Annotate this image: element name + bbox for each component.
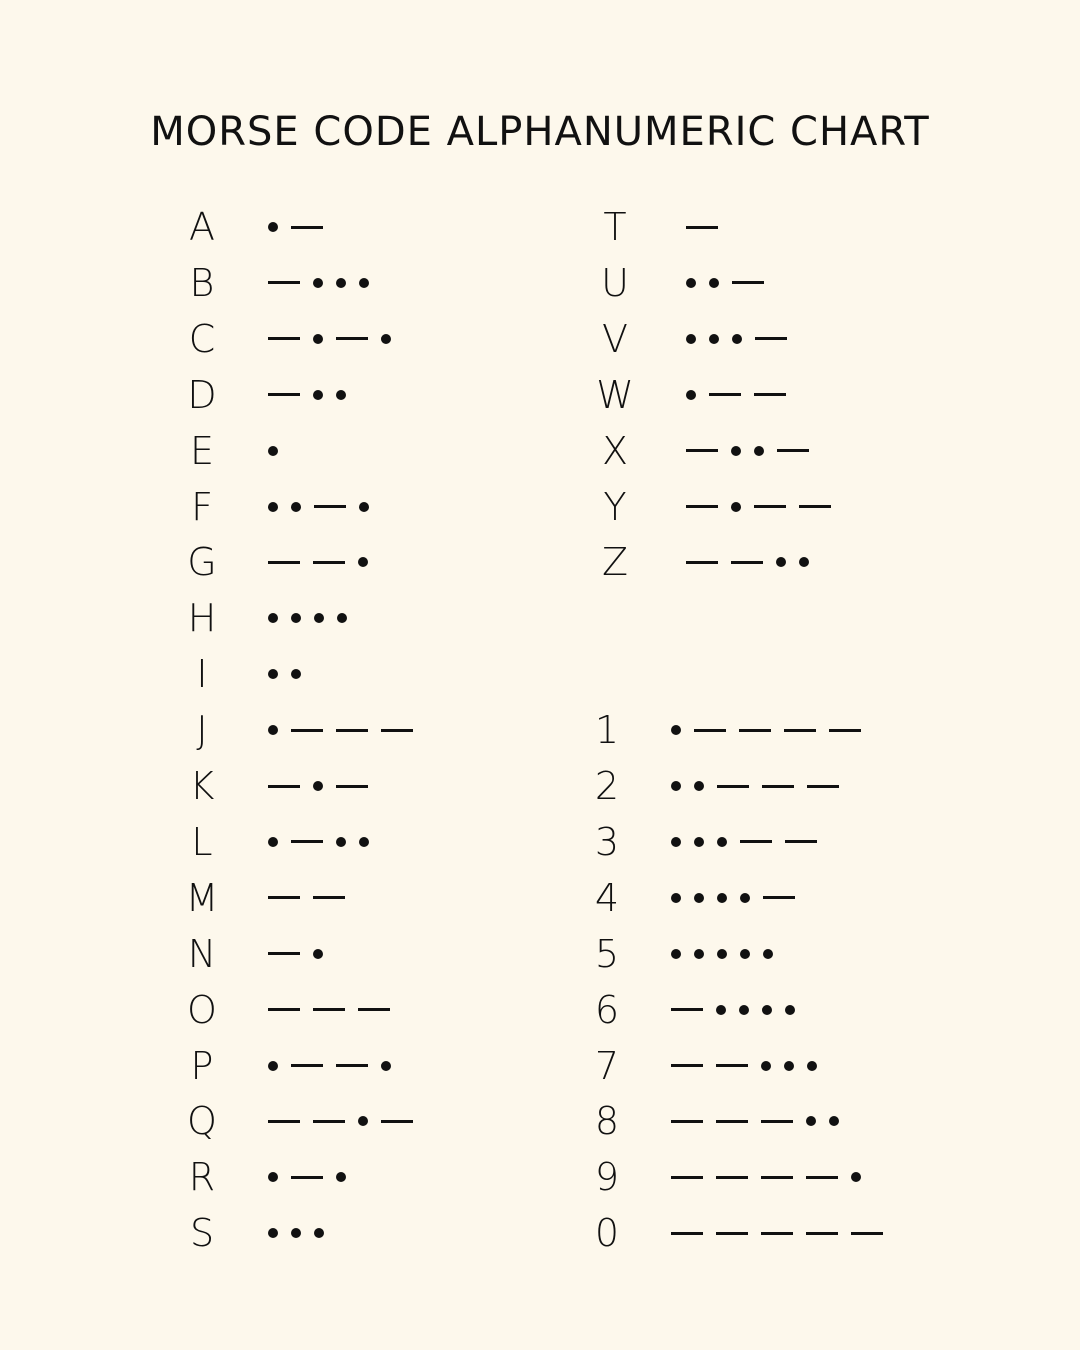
dash-symbol bbox=[716, 1232, 748, 1235]
dash-symbol bbox=[686, 226, 718, 229]
character-label: P bbox=[190, 1043, 214, 1088]
morse-code-sequence bbox=[268, 311, 391, 367]
dash-symbol bbox=[761, 1232, 793, 1235]
dash-symbol bbox=[755, 337, 787, 340]
dot-symbol bbox=[268, 446, 278, 456]
dash-symbol bbox=[291, 729, 323, 732]
dot-symbol bbox=[694, 781, 704, 791]
morse-code-sequence bbox=[671, 1093, 839, 1149]
dash-symbol bbox=[754, 393, 786, 396]
character-label: F bbox=[191, 484, 213, 529]
dash-symbol bbox=[291, 840, 323, 843]
dot-symbol bbox=[717, 893, 727, 903]
morse-code-sequence bbox=[686, 199, 718, 255]
dash-symbol bbox=[671, 1064, 703, 1067]
morse-code-sequence bbox=[268, 255, 369, 311]
character-label: B bbox=[189, 260, 215, 305]
character-label: C bbox=[188, 316, 216, 361]
dot-symbol bbox=[313, 334, 323, 344]
character-label: 9 bbox=[594, 1155, 620, 1200]
character-label: 0 bbox=[594, 1211, 620, 1256]
dot-symbol bbox=[731, 446, 741, 456]
morse-code-sequence bbox=[268, 479, 369, 535]
dash-symbol bbox=[762, 785, 794, 788]
dash-symbol bbox=[268, 281, 300, 284]
dash-symbol bbox=[777, 449, 809, 452]
dash-symbol bbox=[336, 337, 368, 340]
dot-symbol bbox=[268, 725, 278, 735]
dash-symbol bbox=[686, 449, 718, 452]
dash-symbol bbox=[806, 1176, 838, 1179]
dot-symbol bbox=[686, 334, 696, 344]
character-label: L bbox=[191, 819, 213, 864]
dot-symbol bbox=[336, 837, 346, 847]
dot-symbol bbox=[784, 1061, 794, 1071]
dash-symbol bbox=[785, 840, 817, 843]
dot-symbol bbox=[268, 837, 278, 847]
morse-code-sequence bbox=[671, 982, 795, 1038]
dash-symbol bbox=[671, 1120, 703, 1123]
morse-code-sequence bbox=[686, 255, 764, 311]
dot-symbol bbox=[313, 781, 323, 791]
dot-symbol bbox=[762, 1005, 772, 1015]
dot-symbol bbox=[709, 278, 719, 288]
dot-symbol bbox=[671, 725, 681, 735]
dot-symbol bbox=[314, 613, 324, 623]
morse-code-sequence bbox=[686, 479, 831, 535]
character-label: N bbox=[187, 931, 217, 976]
dot-symbol bbox=[761, 1061, 771, 1071]
dot-symbol bbox=[717, 837, 727, 847]
character-label: Z bbox=[601, 540, 629, 585]
morse-code-sequence bbox=[268, 367, 346, 423]
dash-symbol bbox=[313, 896, 345, 899]
morse-code-sequence bbox=[686, 423, 809, 479]
character-label: 2 bbox=[594, 764, 620, 808]
dash-symbol bbox=[268, 785, 300, 788]
morse-code-sequence bbox=[671, 926, 773, 982]
dash-symbol bbox=[709, 393, 741, 396]
dot-symbol bbox=[799, 557, 809, 567]
dash-symbol bbox=[740, 840, 772, 843]
morse-code-sequence bbox=[268, 758, 368, 814]
dash-symbol bbox=[358, 1008, 390, 1011]
dot-symbol bbox=[268, 1172, 278, 1182]
dot-symbol bbox=[785, 1005, 795, 1015]
dot-symbol bbox=[358, 1116, 368, 1126]
dot-symbol bbox=[686, 278, 696, 288]
dash-symbol bbox=[717, 785, 749, 788]
dot-symbol bbox=[336, 278, 346, 288]
character-label: R bbox=[188, 1155, 216, 1200]
dot-symbol bbox=[336, 1172, 346, 1182]
dot-symbol bbox=[336, 390, 346, 400]
morse-code-sequence bbox=[686, 534, 809, 590]
morse-code-sequence bbox=[671, 1205, 883, 1261]
dash-symbol bbox=[336, 729, 368, 732]
dot-symbol bbox=[337, 613, 347, 623]
dot-symbol bbox=[291, 502, 301, 512]
morse-code-sequence bbox=[268, 814, 369, 870]
dot-symbol bbox=[694, 893, 704, 903]
character-label: 1 bbox=[594, 708, 620, 753]
dash-symbol bbox=[336, 1064, 368, 1067]
dot-symbol bbox=[694, 837, 704, 847]
dash-symbol bbox=[268, 952, 300, 955]
dash-symbol bbox=[716, 1120, 748, 1123]
character-label: T bbox=[603, 205, 627, 249]
morse-code-sequence bbox=[268, 199, 323, 255]
dash-symbol bbox=[381, 729, 413, 732]
dot-symbol bbox=[694, 949, 704, 959]
dash-symbol bbox=[731, 561, 763, 564]
morse-code-sequence bbox=[268, 926, 323, 982]
character-label: 7 bbox=[594, 1043, 620, 1088]
character-label: J bbox=[196, 708, 208, 753]
dash-symbol bbox=[761, 1176, 793, 1179]
dash-symbol bbox=[268, 337, 300, 340]
dash-symbol bbox=[799, 505, 831, 508]
dash-symbol bbox=[268, 1008, 300, 1011]
dash-symbol bbox=[291, 1176, 323, 1179]
dot-symbol bbox=[268, 502, 278, 512]
character-label: Q bbox=[187, 1099, 217, 1144]
dash-symbol bbox=[807, 785, 839, 788]
dot-symbol bbox=[359, 502, 369, 512]
dash-symbol bbox=[291, 226, 323, 229]
dot-symbol bbox=[314, 1228, 324, 1238]
dash-symbol bbox=[732, 281, 764, 284]
dot-symbol bbox=[807, 1061, 817, 1071]
dot-symbol bbox=[358, 557, 368, 567]
dot-symbol bbox=[268, 222, 278, 232]
dot-symbol bbox=[740, 893, 750, 903]
dot-symbol bbox=[313, 278, 323, 288]
dash-symbol bbox=[739, 729, 771, 732]
dash-symbol bbox=[694, 729, 726, 732]
dot-symbol bbox=[313, 949, 323, 959]
morse-code-sequence bbox=[268, 982, 390, 1038]
morse-code-sequence bbox=[671, 870, 795, 926]
dash-symbol bbox=[686, 505, 718, 508]
dot-symbol bbox=[806, 1116, 816, 1126]
dot-symbol bbox=[313, 390, 323, 400]
dash-symbol bbox=[851, 1232, 883, 1235]
dot-symbol bbox=[763, 949, 773, 959]
character-label: K bbox=[189, 764, 215, 808]
dot-symbol bbox=[268, 1228, 278, 1238]
dot-symbol bbox=[291, 1228, 301, 1238]
character-label: O bbox=[187, 987, 217, 1032]
dot-symbol bbox=[381, 1061, 391, 1071]
character-label: 8 bbox=[594, 1099, 620, 1144]
dash-symbol bbox=[314, 505, 346, 508]
morse-code-sequence bbox=[268, 1038, 391, 1094]
dash-symbol bbox=[763, 896, 795, 899]
dash-symbol bbox=[671, 1232, 703, 1235]
dash-symbol bbox=[313, 1120, 345, 1123]
character-label: 6 bbox=[594, 987, 620, 1032]
dot-symbol bbox=[671, 893, 681, 903]
dot-symbol bbox=[851, 1172, 861, 1182]
character-label: M bbox=[185, 875, 219, 920]
character-label: S bbox=[189, 1211, 215, 1256]
dash-symbol bbox=[313, 1008, 345, 1011]
character-label: G bbox=[187, 540, 217, 585]
dash-symbol bbox=[671, 1176, 703, 1179]
character-label: 4 bbox=[594, 875, 620, 920]
morse-code-sequence bbox=[671, 814, 817, 870]
dash-symbol bbox=[716, 1064, 748, 1067]
dot-symbol bbox=[776, 557, 786, 567]
dash-symbol bbox=[754, 505, 786, 508]
dot-symbol bbox=[716, 1005, 726, 1015]
dot-symbol bbox=[709, 334, 719, 344]
dash-symbol bbox=[784, 729, 816, 732]
morse-code-sequence bbox=[686, 367, 786, 423]
dash-symbol bbox=[268, 1120, 300, 1123]
morse-code-sequence bbox=[268, 1205, 324, 1261]
morse-code-sequence bbox=[268, 423, 278, 479]
dash-symbol bbox=[291, 1064, 323, 1067]
dot-symbol bbox=[671, 949, 681, 959]
character-label: H bbox=[187, 596, 217, 641]
dot-symbol bbox=[359, 837, 369, 847]
character-label: 3 bbox=[594, 819, 620, 864]
dot-symbol bbox=[740, 949, 750, 959]
dot-symbol bbox=[359, 278, 369, 288]
morse-code-sequence bbox=[268, 534, 368, 590]
morse-code-sequence bbox=[268, 646, 301, 702]
dot-symbol bbox=[291, 613, 301, 623]
dash-symbol bbox=[268, 896, 300, 899]
character-label: D bbox=[187, 372, 217, 417]
dash-symbol bbox=[806, 1232, 838, 1235]
dot-symbol bbox=[671, 837, 681, 847]
character-label: I bbox=[196, 652, 208, 697]
dot-symbol bbox=[268, 1061, 278, 1071]
dot-symbol bbox=[754, 446, 764, 456]
dot-symbol bbox=[268, 669, 278, 679]
morse-code-sequence bbox=[686, 311, 787, 367]
dash-symbol bbox=[336, 785, 368, 788]
page-title: MORSE CODE ALPHANUMERIC CHART bbox=[150, 109, 930, 155]
character-label: W bbox=[596, 372, 634, 417]
morse-code-sequence bbox=[671, 1149, 861, 1205]
character-label: E bbox=[189, 428, 214, 473]
morse-code-sequence bbox=[268, 1093, 413, 1149]
dot-symbol bbox=[829, 1116, 839, 1126]
dash-symbol bbox=[313, 561, 345, 564]
dash-symbol bbox=[671, 1008, 703, 1011]
morse-code-sequence bbox=[268, 870, 345, 926]
dash-symbol bbox=[829, 729, 861, 732]
character-label: 5 bbox=[594, 931, 620, 976]
dot-symbol bbox=[268, 613, 278, 623]
character-label: A bbox=[189, 205, 215, 249]
morse-code-sequence bbox=[671, 1038, 817, 1094]
dot-symbol bbox=[739, 1005, 749, 1015]
dash-symbol bbox=[761, 1120, 793, 1123]
dot-symbol bbox=[291, 669, 301, 679]
morse-code-sequence bbox=[268, 1149, 346, 1205]
morse-code-sequence bbox=[268, 590, 347, 646]
dot-symbol bbox=[717, 949, 727, 959]
dot-symbol bbox=[671, 781, 681, 791]
character-label: U bbox=[601, 260, 629, 305]
character-label: X bbox=[601, 428, 629, 473]
morse-code-sequence bbox=[268, 702, 413, 758]
character-label: V bbox=[602, 316, 628, 361]
character-label: Y bbox=[603, 484, 627, 529]
dash-symbol bbox=[686, 561, 718, 564]
dot-symbol bbox=[686, 390, 696, 400]
dash-symbol bbox=[716, 1176, 748, 1179]
dot-symbol bbox=[381, 334, 391, 344]
dash-symbol bbox=[268, 393, 300, 396]
morse-code-sequence bbox=[671, 758, 839, 814]
dash-symbol bbox=[381, 1120, 413, 1123]
morse-code-sequence bbox=[671, 702, 861, 758]
dash-symbol bbox=[268, 561, 300, 564]
dot-symbol bbox=[732, 334, 742, 344]
dot-symbol bbox=[731, 502, 741, 512]
